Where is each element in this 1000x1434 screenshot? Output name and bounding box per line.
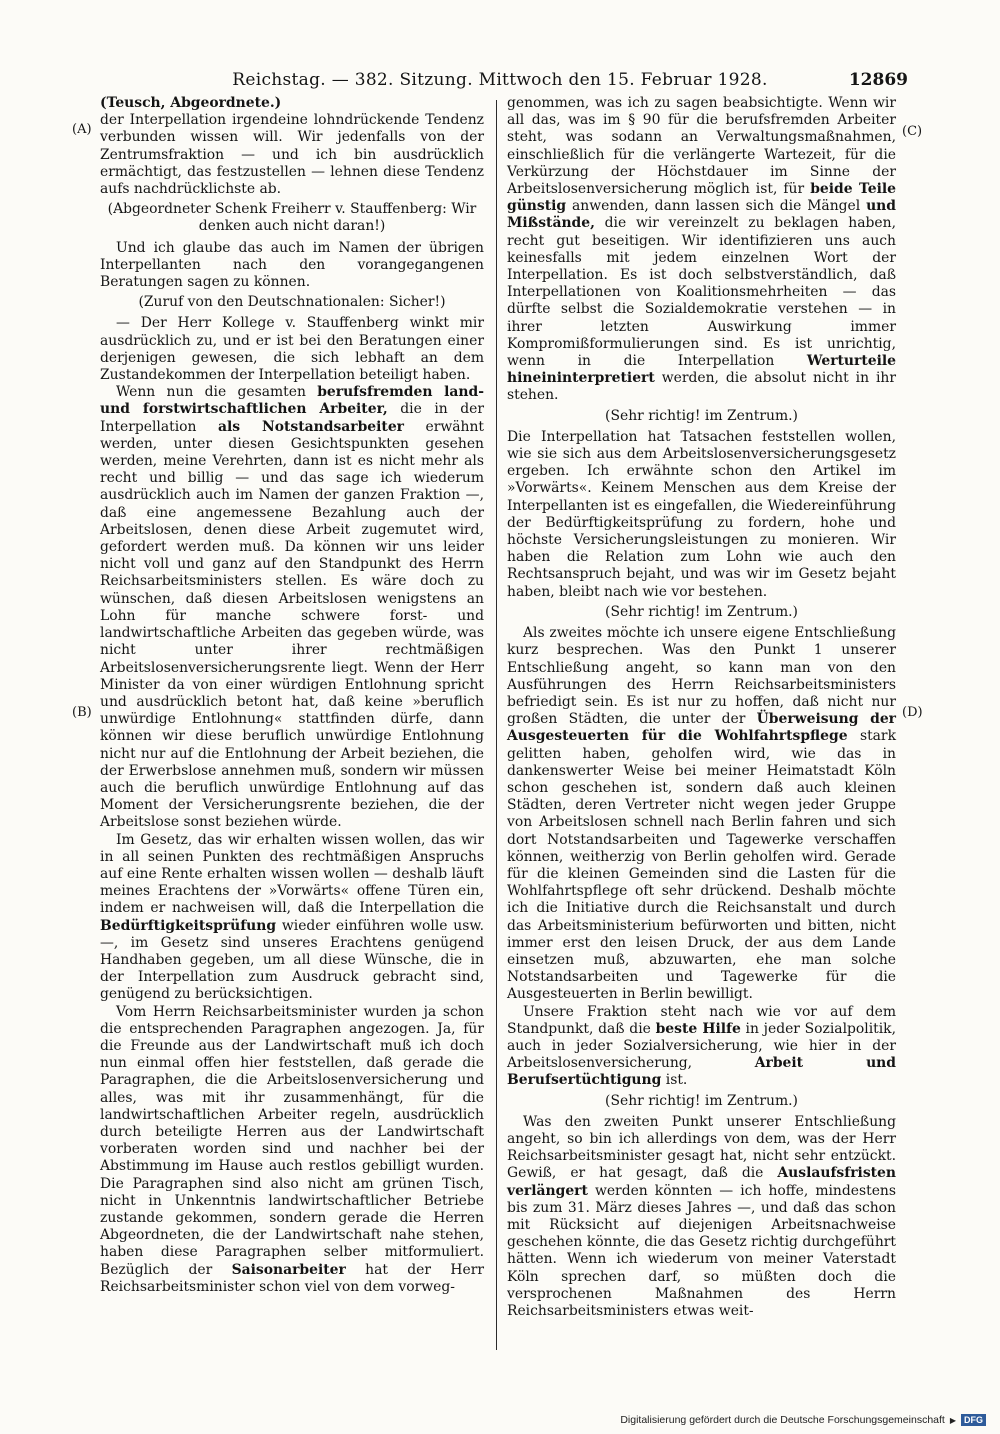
paragraph: genommen, was ich zu sagen beabsichtigte. Wenn wir all das, was im § 90 für die berufsfremden Arbeiter steht, was sodann an Verwaltungsmaßnahmen, einschließlich für die verlängerte Wartezeit, für die Verkürzung der Höchstdauer im Sinne der Arbeitslosenversicherung möglich ist, für beide Teile günstig anwenden, dann lassen sich die Mängel und Mißstände, die wir vereinzelt zu beklagen haben, recht gut beseitigen. Wir identifizieren uns auch keinesfalls mit jedem einzelnen Wort der Interpellation. Es ist doch selbstverständlich, daß Interpellationen von Koalitionsmehrheiten — das dürfte selbst die Sozialdemokratie verstehen — in ihrer letzten Auswirkung immer Kompromißformulierungen sind. Es ist unrichtig, wenn in die Interpellation Werturteile hineininterpretiert werden, die absolut nicht in ihr stehen. (507, 95, 896, 404)
emphasis: berufsfremden land- und forstwirtschaftlichen Arbeiter, (100, 384, 484, 418)
page-number: 12869 (848, 70, 908, 90)
paragraph: Als zweites möchte ich unsere eigene Entschließung kurz besprechen. Was den Punkt 1 unserer Entschließung angeht, so kann man von den Ausführungen des Herrn Reichsarbeitsministers befriedigt sein. Es ist nur zu hoffen, daß nicht nur großen Städten, die unter der Überweisung der Ausgesteuerten für die Wohlfahrtspflege stark gelitten haben, geholfen wird, wie das in dankenswerter Weise bei meiner Heimatstadt Köln schon geschehen ist, sondern daß auch kleinen Städten, deren Vertreter nicht wegen jeder Gruppe von Arbeitslosen schnell nach Berlin fahren und sich dort Notstandsarbeiten und Tagewerke verschaffen können, weitherzig von Berlin geholfen wird. Gerade für die kleinen Gemeinden sind die Lasten für die Wohlfahrtspflege oft sehr drückend. Deshalb möchte ich die Initiative durch die Reichsanstalt und durch das Arbeitsministerium befürworten und bitten, nicht immer erst den leisen Druck, der aus dem Lande einsetzen muß, abzuwarten, ehe man solche Notstandsarbeiten und Tagewerke für die Ausgesteuerten in Berlin bewilligt. (507, 625, 896, 1003)
emphasis: und Mißstände, (507, 198, 896, 232)
interjection: (Abgeordneter Schenk Freiherr v. Stauffenberg: Wir denken auch nicht daran!) (107, 201, 477, 235)
interjection: (Sehr richtig! im Zentrum.) (605, 1092, 798, 1109)
emphasis: beide Teile günstig (507, 181, 896, 215)
emphasis: beste Hilfe (655, 1020, 741, 1037)
footer-credit (620, 1414, 986, 1426)
paragraph: Die Interpellation hat Tatsachen feststellen wollen, wie sie sich aus dem Arbeitslosenversicherungsgesetz ergeben. Ich erwähnte schon den Artikel im »Vorwärts«. Keinem Menschen aus dem Kreise der Interpellanten ist es eingefallen, die Wiedereinführung der Bedürftigkeitsprüfung zu fordern, hohe und höchste Versicherungsleistungen zu monieren. Wir haben die Relation zum Lohn wie auch den Rechtsanspruch bejaht, und was wir im Gesetz bejaht haben, bleibt nach wie vor bestehen. (507, 428, 896, 600)
interjection: (Sehr richtig! im Zentrum.) (605, 407, 798, 424)
paragraph: — Der Herr Kollege v. Stauffenberg winkt mir ausdrücklich zu, und er ist bei den Beratungen einer derjenigen gewesen, die sich lebhaft an dem Zustandekommen der Interpellation beteiligt haben. (100, 315, 484, 384)
arrow-icon: ▶ (949, 1415, 956, 1425)
emphasis: Saisonarbeiter (231, 1261, 346, 1278)
paragraph: Was den zweiten Punkt unserer Entschließung angeht, so bin ich allerdings von dem, was der Herr Reichsarbeitsminister gesagt hat, nicht sehr entzückt. Gewiß, er hat gesagt, daß die Auslaufsfristen verlängert werden könnten — ich hoffe, mindestens bis zum 31. März dieses Jahres —, und daß das schon mit Rücksicht auf diejenigen Arbeitsnachweise geschehen könnte, die das Gesetz richtig durchgeführt hätten. Wenn ich wiederum von meiner Vaterstadt Köln sprechen darf, so müßten doch die versprochenen Maßnahmen des Herrn Reichsarbeitsministers etwas weit- (507, 1113, 896, 1320)
paragraph: Im Gesetz, das wir erhalten wissen wollen, das wir in all seinen Punkten des rechtmäßigen Anspruchs auf eine Rente erhalten wissen wollen — deshalb läuft meines Erachtens der »Vorwärts« offene Türen ein, indem er nachweisen will, daß die Interpellation die Bedürftigkeitsprüfung wieder einführen wolle usw. —, im Gesetz sind unseres Erachtens genügend Handhaben gegeben, um all diese Wünsche, die in der Interpellation zum Ausdruck gebracht sind, genügend zu berücksichtigen. (100, 831, 484, 1003)
paragraph: Wenn nun die gesamten berufsfremden land- und forstwirtschaftlichen Arbeiter, die in der Interpellation als Notstandsarbeiter erwähnt werden, unter diesen Gesichtspunkten gesehen werden, meine Verehrten, dann ist es nicht mehr als recht und billig — und das sage ich wiederum ausdrücklich auch im Namen der ganzen Fraktion —, daß eine angemessene Bezahlung auch der Arbeitslosen, denen diese Arbeit zugemutet wird, gefordert werden muß. Da können wir uns leider nicht voll und ganz auf den Standpunkt des Herrn Reichsarbeitsministers stellen. Es wäre doch zu wünschen, daß diesen Arbeitslosen wenigstens an Lohn für manche schwere forst- und landwirtschaftliche Arbeiten das gegeben würde, was nicht unter ihrer rechtmäßigen Arbeitslosenversicherungsrente liegt. Wenn der Herr Minister da von einer würdigen Entlohnung spricht und ausdrücklich betont hat, daß keine »beruflich unwürdige Entlohnung« stattfinden dürfe, dann können wir diese beruflich unwürdige Entlohnung nicht nur auf die Entlohnung der Arbeit beziehen, die der Erwerbslose annehmen muß, sondern wir müssen auch die beruflich unwürdige Entlohnung auf das Moment der Versicherungsrente beziehen, die der Arbeitslose sonst beziehen würde. (100, 384, 485, 831)
column-divider (496, 100, 497, 1350)
emphasis: Werturteile hineininterpretiert (507, 353, 896, 387)
dfg-logo: DFG (961, 1414, 986, 1426)
paragraph: der Interpellation irgendeine lohndrückende Tendenz verbunden wissen will. Wir jedenfalls von der Zentrumsfraktion — und ich bin ausdrücklich ermächtigt, das festzustellen — lehnen diese Tendenz aufs nachdrücklichste ab. (100, 112, 484, 198)
footer-text: Digitalisierung gefördert durch die Deutsche Forschungsgemeinschaft (620, 1414, 945, 1426)
paragraph: Und ich glaube das auch im Namen der übrigen Interpellanten nach den vorangegangenen Beratungen sagen zu können. (100, 239, 484, 291)
emphasis: als Notstandsarbeiter (218, 418, 404, 435)
page-header (96, 70, 908, 94)
emphasis: Bedürftigkeitsprüfung (100, 917, 277, 934)
paragraph: Unsere Fraktion steht nach wie vor auf dem Standpunkt, daß die beste Hilfe in jeder Sozialpolitik, auch in jeder Sozialversicherung, wie hier in der Arbeitslosenversicherung, Arbeit und Berufsertüchtigung ist. (507, 1003, 897, 1089)
interjection: (Sehr richtig! im Zentrum.) (605, 603, 798, 620)
emphasis: Auslaufsfristen verlängert (507, 1165, 896, 1199)
speaker-label: (Teusch, Abgeordnete.) (100, 95, 282, 111)
running-title: Reichstag. — 382. Sitzung. Mittwoch den 15. Februar 1928. (232, 70, 768, 90)
margin-marker-d: (D) (902, 705, 923, 720)
margin-marker-b: (B) (72, 705, 92, 720)
left-column (100, 95, 484, 1296)
margin-marker-c: (C) (902, 124, 923, 139)
paragraph: Vom Herrn Reichsarbeitsminister wurden ja schon die entsprechenden Paragraphen angezogen. Ja, für die Freunde aus der Landwirtschaft muß ich doch nun einmal offen hier feststellen, daß gerade die Paragraphen, die die Arbeitslosenversicherung und alles, was mit ihr zusammenhängt, für die landwirtschaftlichen Arbeiter regeln, ausdrücklich durch beteiligte Herren aus der Landwirtschaft vorberaten worden sind und nachher bei der Abstimmung im Hause auch restlos gebilligt wurden. Die Paragraphen sind also nicht am grünen Tisch, nicht in Unkenntnis landwirtschaftlicher Betriebe zustande gekommen, sondern gerade die Herren Abgeordneten, die der Landwirtschaft nahe stehen, haben diese Paragraphen selber mitformuliert. Bezüglich der Saisonarbeiter hat der Herr Reichsarbeitsminister schon viel von dem vorweg- (100, 1003, 484, 1295)
interjection: (Zuruf von den Deutschnationalen: Sicher!) (138, 294, 446, 311)
emphasis: Überweisung der Ausgesteuerten für die Wohlfahrtspflege (507, 711, 896, 745)
right-column (507, 95, 896, 1320)
margin-marker-a: (A) (72, 122, 92, 137)
emphasis: Arbeit und Berufsertüchtigung (507, 1055, 896, 1089)
